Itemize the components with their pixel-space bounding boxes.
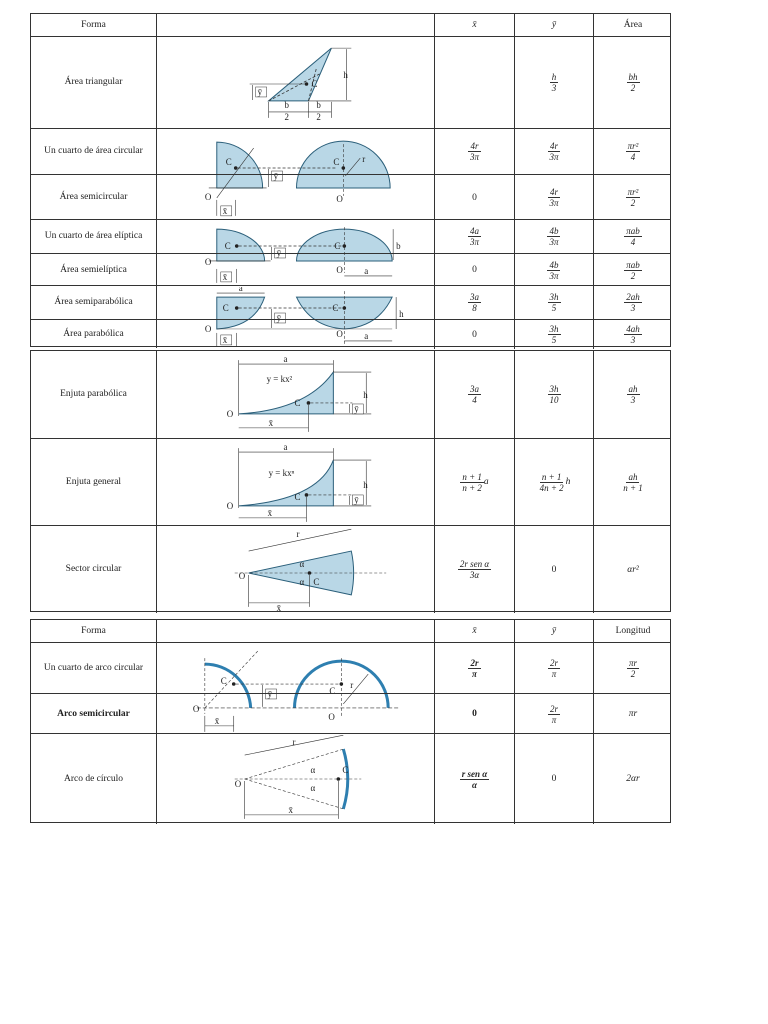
- svg-text:ȳ: ȳ: [257, 86, 263, 97]
- table-header-row: [31, 620, 670, 642]
- svg-text:b: b: [316, 99, 321, 110]
- shape-name: Área semiparabólica: [54, 297, 133, 307]
- table-row: [31, 438, 670, 525]
- area-value: $\frac{\text{πr²}}{2}$: [593, 175, 672, 220]
- area-value: αr²: [593, 526, 672, 613]
- xbar-value: 0: [434, 254, 514, 286]
- length-value: $\frac{\pi r}{2}$: [593, 643, 672, 693]
- xbar-value: $\frac{\text{r sen α}}{\alpha}$: [434, 734, 514, 824]
- ybar-value: $\frac{4b}{3\pi}$: [514, 254, 593, 286]
- arcs-table: [30, 619, 671, 823]
- header-figure: [156, 14, 434, 36]
- svg-text:C: C: [342, 764, 349, 775]
- ybar-value: 0: [514, 526, 593, 613]
- svg-text:2: 2: [316, 111, 321, 122]
- shape-name: Arco semicircular: [57, 708, 130, 719]
- ybar-value: 0: [514, 734, 593, 824]
- svg-text:C: C: [329, 685, 336, 696]
- svg-text:y = kxⁿ: y = kxⁿ: [268, 467, 295, 478]
- svg-text:h: h: [343, 69, 348, 80]
- table-row: [31, 36, 670, 128]
- svg-text:O: O: [328, 711, 335, 722]
- svg-text:α: α: [299, 558, 305, 569]
- svg-text:a: a: [283, 354, 288, 365]
- svg-text:x̄: x̄: [267, 507, 273, 518]
- shape-name: Un cuarto de arco circular: [43, 662, 144, 673]
- xbar-value: $\frac{n + 1}{n + 2}$ a: [434, 439, 514, 525]
- svg-text:C: C: [333, 156, 340, 167]
- svg-text:a: a: [238, 286, 243, 293]
- header-ybar: ȳ: [514, 620, 593, 642]
- shape-name: Enjuta general: [65, 476, 122, 487]
- svg-text:ȳ: ȳ: [354, 403, 359, 414]
- svg-text:2: 2: [284, 111, 290, 122]
- svg-text:r: r: [362, 153, 366, 164]
- svg-text:r: r: [292, 736, 296, 747]
- ybar-value: $\frac{4r}{3\pi}$: [514, 175, 593, 220]
- svg-text:x̄: x̄: [222, 271, 228, 282]
- header-ybar: ȳ: [514, 14, 593, 36]
- svg-text:O: O: [204, 191, 212, 202]
- svg-text:O: O: [192, 703, 200, 714]
- svg-text:a: a: [283, 441, 288, 452]
- svg-text:C: C: [225, 156, 232, 167]
- svg-text:α: α: [310, 764, 316, 775]
- svg-text:ȳ: ȳ: [273, 170, 279, 181]
- svg-text:a: a: [364, 265, 369, 276]
- svg-text:h: h: [363, 389, 368, 400]
- area-value: $\frac{4ah}{3}$: [593, 320, 672, 349]
- shape-name: Enjuta parabólica: [60, 389, 127, 399]
- svg-text:O: O: [226, 408, 234, 419]
- ybar-value: $\frac{4b}{3\pi}$: [514, 220, 593, 253]
- svg-text:x̄: x̄: [268, 417, 274, 428]
- shape-name: Área triangular: [64, 77, 123, 87]
- svg-text:h: h: [363, 479, 368, 490]
- svg-text:C: C: [294, 397, 301, 408]
- xbar-value: 0: [434, 320, 514, 349]
- xbar-value: $\frac{\text{2r sen α}}{3\alpha}$: [434, 526, 514, 613]
- header-area: Área: [593, 14, 672, 36]
- circle-arc-figure: [156, 734, 434, 824]
- general-spandrel-figure: [156, 439, 434, 525]
- areas-table: [30, 13, 671, 347]
- header-figure: [156, 620, 434, 642]
- xbar-value: [434, 37, 514, 128]
- svg-text:C: C: [220, 675, 227, 686]
- area-value: $\frac{ah}{n + 1}$: [593, 439, 672, 525]
- svg-text:ȳ: ȳ: [276, 247, 282, 258]
- length-value: πr: [593, 694, 672, 734]
- ybar-value: $\frac{3h}{10}$: [514, 351, 593, 438]
- length-value: 2αr: [593, 734, 672, 824]
- area-value: $\frac{ah}{3}$: [593, 351, 672, 438]
- svg-text:x̄: x̄: [214, 715, 220, 726]
- svg-text:r: r: [350, 679, 354, 690]
- svg-text:C: C: [332, 302, 339, 313]
- spandrel-sector-table: [30, 350, 671, 612]
- ybar-value: $\frac{n + 1}{4n + 2}$ h: [514, 439, 593, 525]
- svg-text:C: C: [224, 240, 231, 251]
- ybar-value: $\frac{h}{3}$: [514, 37, 593, 128]
- area-value: $\frac{\text{πr²}}{4}$: [593, 129, 672, 174]
- svg-text:ȳ: ȳ: [276, 312, 282, 323]
- svg-text:x̄: x̄: [222, 334, 228, 345]
- svg-text:y = kx²: y = kx²: [266, 374, 293, 385]
- xbar-value: $\frac{4a}{3\pi}$: [434, 220, 514, 253]
- xbar-value: $\frac{4r}{3\pi}$: [434, 129, 514, 174]
- svg-text:O: O: [234, 778, 242, 789]
- shape-name: Sector circular: [65, 564, 122, 574]
- table-row: [31, 525, 670, 613]
- ybar-value: $\frac{2r}{\pi}$: [514, 643, 593, 693]
- svg-text:x̄: x̄: [288, 804, 294, 815]
- table-header-row: [31, 14, 670, 36]
- shape-name: Arco de círculo: [63, 773, 124, 784]
- shape-name: Área parabólica: [63, 329, 124, 339]
- shape-name: Área semicircular: [59, 192, 128, 202]
- shape-name: Un cuarto de área elíptica: [44, 231, 143, 241]
- header-xbar: x̄: [434, 14, 514, 36]
- svg-text:O: O: [204, 256, 212, 267]
- triangle-figure: [156, 37, 434, 128]
- svg-text:C: C: [334, 240, 341, 251]
- table-row: [31, 351, 670, 438]
- svg-text:x̄: x̄: [222, 205, 228, 216]
- ybar-value: $\frac{2r}{\pi}$: [514, 694, 593, 734]
- header-length: Longitud: [593, 620, 672, 642]
- xbar-value: 0: [434, 694, 514, 734]
- parabolic-spandrel-figure: [156, 351, 434, 438]
- svg-text:b: b: [284, 99, 290, 110]
- area-value: $\frac{\text{πab}}{2}$: [593, 254, 672, 286]
- ybar-value: $\frac{4r}{3\pi}$: [514, 129, 593, 174]
- svg-text:O: O: [226, 500, 234, 511]
- svg-text:C: C: [313, 576, 320, 587]
- svg-text:O: O: [204, 323, 212, 334]
- arc-group: [31, 642, 670, 733]
- header-shape: Forma: [81, 625, 106, 636]
- svg-text:h: h: [399, 308, 404, 319]
- shape-name: Un cuarto de área circular: [44, 146, 143, 156]
- header-shape: Forma: [81, 19, 106, 30]
- parabolic-group: [31, 285, 670, 348]
- header-xbar: x̄: [434, 620, 514, 642]
- svg-text:O: O: [238, 570, 246, 581]
- svg-text:b: b: [396, 240, 401, 251]
- xbar-value: 0: [434, 175, 514, 220]
- ybar-value: $\frac{3h}{5}$: [514, 286, 593, 319]
- svg-text:C: C: [222, 302, 229, 313]
- svg-text:O: O: [336, 193, 343, 204]
- circular-group: [31, 128, 670, 219]
- elliptic-group: [31, 219, 670, 285]
- xbar-value: $\frac{3a}{4}$: [434, 351, 514, 438]
- centroid-label: C: [311, 78, 318, 89]
- area-value: $\frac{bh}{2}$: [593, 37, 672, 128]
- ybar-value: $\frac{3h}{5}$: [514, 320, 593, 349]
- svg-text:x̄: x̄: [276, 602, 282, 613]
- svg-text:r: r: [296, 528, 300, 539]
- table-row: [31, 733, 670, 824]
- svg-text:O: O: [336, 328, 343, 339]
- shape-name: Área semielíptica: [60, 264, 127, 275]
- svg-text:C: C: [294, 491, 301, 502]
- xbar-value: $\frac{2r}{\pi}$: [434, 643, 514, 693]
- svg-text:ȳ: ȳ: [267, 688, 273, 699]
- svg-text:α: α: [310, 782, 316, 793]
- svg-text:O: O: [336, 264, 343, 275]
- svg-text:ȳ: ȳ: [354, 494, 359, 505]
- area-value: $\frac{\text{πab}}{4}$: [593, 220, 672, 253]
- svg-text:a: a: [364, 330, 369, 341]
- xbar-value: $\frac{3a}{8}$: [434, 286, 514, 319]
- area-value: $\frac{2ah}{3}$: [593, 286, 672, 319]
- svg-text:α: α: [299, 576, 305, 587]
- circular-sector-figure: [156, 526, 434, 613]
